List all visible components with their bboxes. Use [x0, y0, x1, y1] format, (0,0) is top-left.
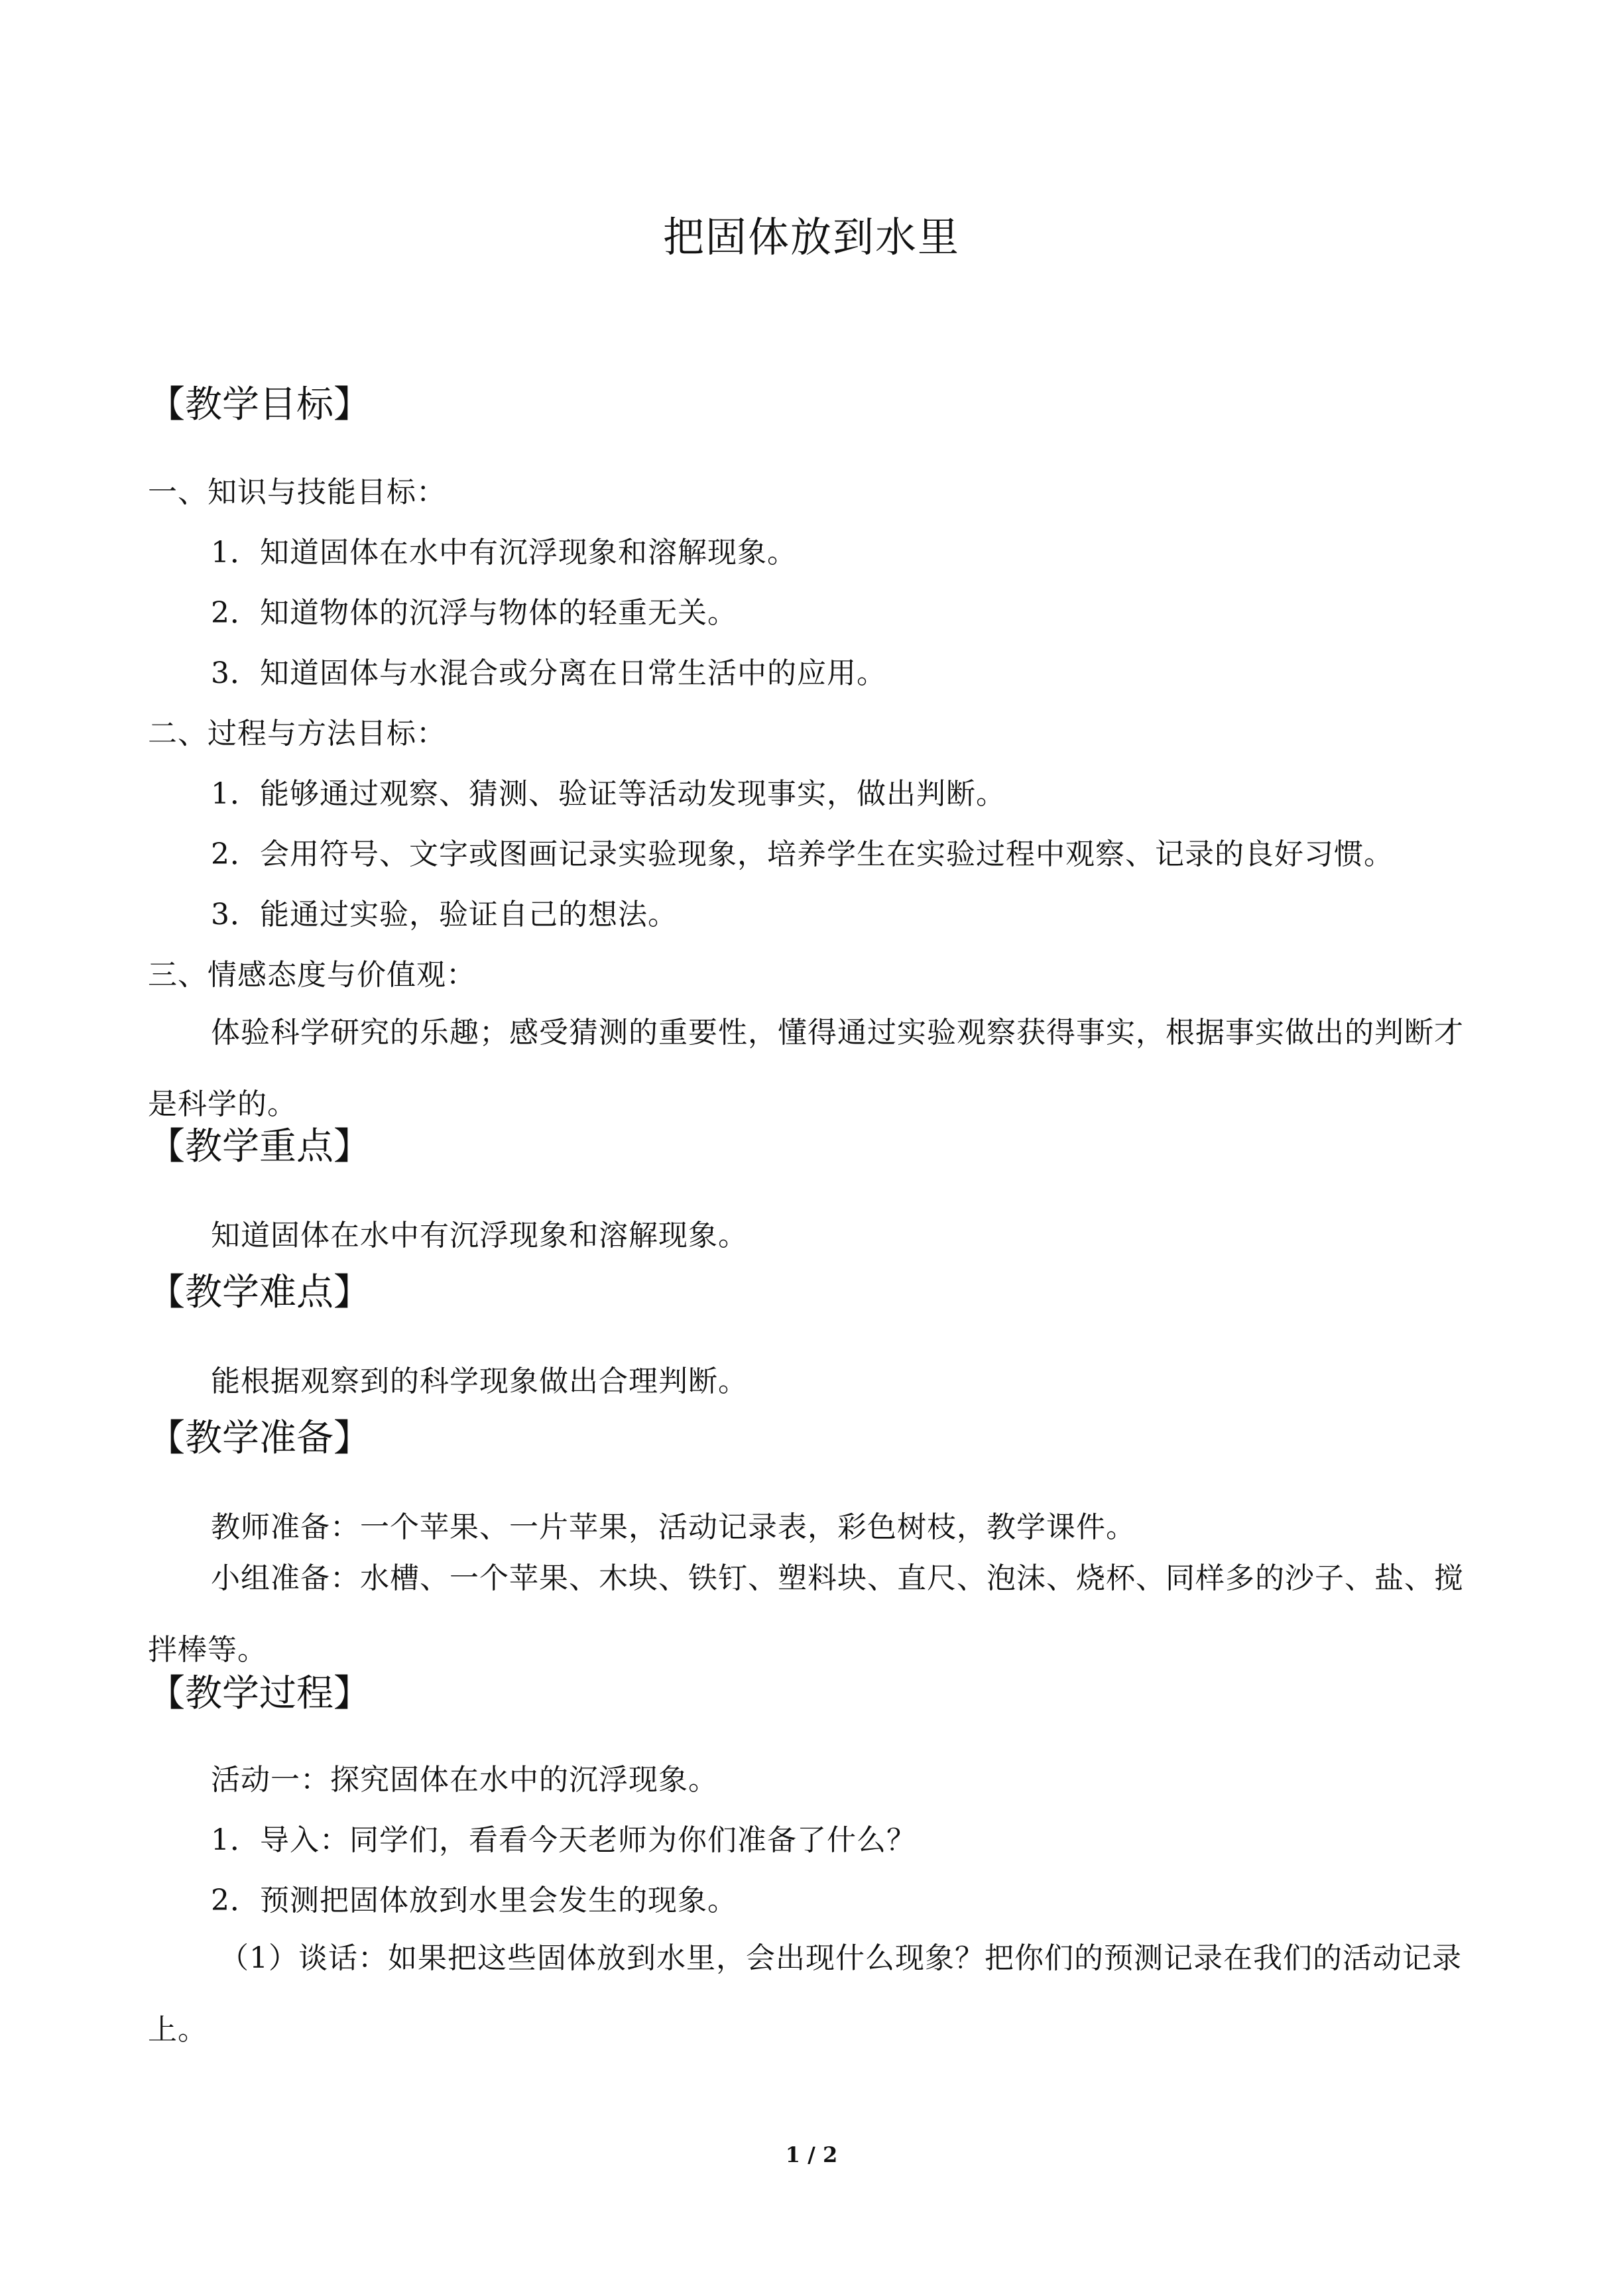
knowledge-goal-item: 1．知道固体在水中有沉浮现象和溶解现象。 [211, 536, 797, 570]
attitude-goals-text: 体验科学研究的乐趣；感受猜测的重要性，懂得通过实验观察获得事实，根据事实做出的判断才是科学的。 [148, 1016, 1464, 1121]
process-goal-item: 2．会用符号、文字或图画记录实验现象，培养学生在实验过程中观察、记录的良好习惯。 [211, 837, 1394, 871]
heading-preparation: 【教学准备】 [148, 1417, 371, 1460]
knowledge-goal-item: 3．知道固体与水混合或分离在日常生活中的应用。 [211, 656, 886, 690]
process-goal-item: 3．能通过实验，验证自己的想法。 [211, 898, 678, 932]
activity-one-text: 活动一：探究固体在水中的沉浮现象。 [211, 1763, 718, 1797]
attitude-goals-label: 三、情感态度与价值观： [148, 958, 476, 992]
heading-key-points: 【教学重点】 [148, 1125, 371, 1168]
process-step-item: 1．导入：同学们，看看今天老师为你们准备了什么？ [211, 1823, 916, 1857]
process-goals-label: 二、过程与方法目标： [148, 717, 446, 751]
group-preparation-text: 小组准备：水槽、一个苹果、木块、铁钉、塑料块、直尺、泡沫、烧杯、同样多的沙子、盐、搅拌棒等。 [148, 1561, 1464, 1667]
knowledge-goal-item: 2．知道物体的沉浮与物体的轻重无关。 [211, 596, 737, 630]
difficulties-text: 能根据观察到的科学现象做出合理判断。 [211, 1364, 748, 1398]
talk-text: （1）谈话：如果把这些固体放到水里，会出现什么现象？把你们的预测记录在我们的活动记录上。 [148, 1941, 1462, 2047]
heading-teaching-goals: 【教学目标】 [148, 383, 371, 426]
process-goal-item: 1．能够通过观察、猜测、验证等活动发现事实，做出判断。 [211, 777, 1006, 811]
knowledge-goals-label: 一、知识与技能目标： [148, 475, 446, 509]
teacher-preparation-text: 教师准备：一个苹果、一片苹果，活动记录表，彩色树枝，教学课件。 [211, 1510, 1136, 1544]
heading-difficulties: 【教学难点】 [148, 1271, 371, 1314]
heading-teaching-process: 【教学过程】 [148, 1672, 371, 1715]
process-step-item: 2．预测把固体放到水里会发生的现象。 [211, 1884, 737, 1917]
page-number: 1 / 2 [785, 2142, 838, 2167]
page-title: 把固体放到水里 [662, 213, 960, 261]
key-points-text: 知道固体在水中有沉浮现象和溶解现象。 [211, 1219, 748, 1252]
